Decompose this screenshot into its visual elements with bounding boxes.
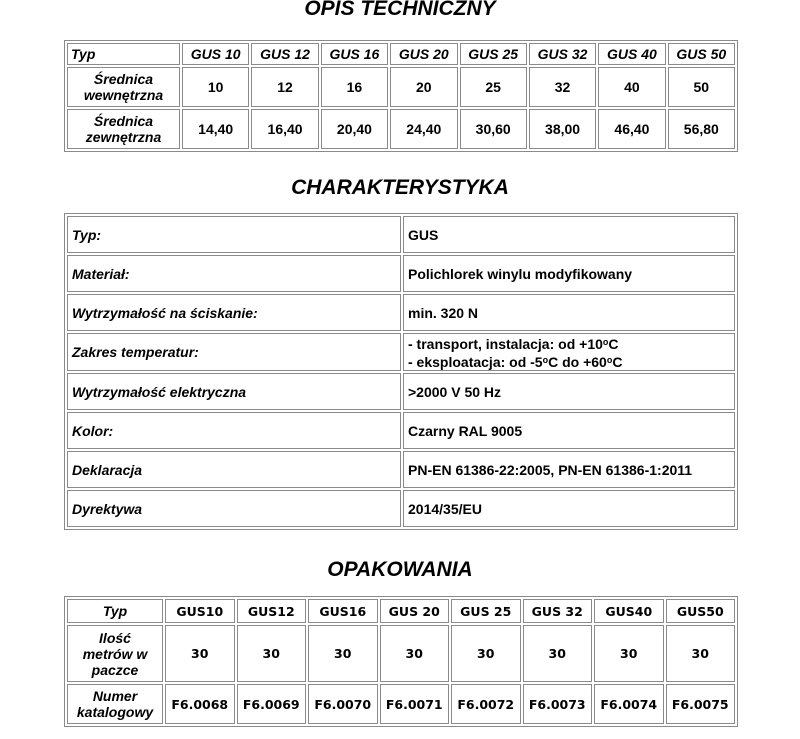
value-cell: 24,40 (390, 109, 457, 149)
value-cell: 30 (237, 625, 307, 682)
value-cell: min. 320 N (403, 294, 735, 331)
header-cell: GUS10 (165, 599, 235, 623)
value-cell: 20 (390, 67, 457, 107)
header-cell: Typ (67, 43, 180, 65)
value-cell: GUS (403, 216, 735, 253)
table-opakowania (64, 596, 738, 727)
value-cell: F6.0071 (380, 684, 450, 724)
value-cell: 30 (308, 625, 378, 682)
value-cell: F6.0074 (594, 684, 664, 724)
value-cell: 46,40 (598, 109, 665, 149)
table-charakterystyka (64, 213, 738, 530)
value-cell: F6.0070 (308, 684, 378, 724)
row-label: Średnica zewnętrzna (67, 109, 180, 149)
header-cell: GUS 10 (182, 43, 249, 65)
header-cell: GUS 25 (460, 43, 527, 65)
value-cell: 40 (598, 67, 665, 107)
table-row (67, 412, 735, 449)
table-row (67, 625, 735, 682)
value-cell: 30,60 (460, 109, 527, 149)
value-cell: F6.0075 (666, 684, 736, 724)
row-label: Numer katalogowy (67, 684, 163, 724)
value-cell-temperature: - transport, instalacja: od $+10^oC$ - eksploatacja: od -5$^o$C do $+60^oC$ (403, 333, 735, 371)
header-cell: GUS40 (594, 599, 664, 623)
value-cell: 30 (380, 625, 450, 682)
value-cell: 50 (668, 67, 735, 107)
row-label: Wytrzymałość na ściskanie: (67, 294, 401, 331)
table-row (67, 684, 735, 724)
header-cell: Typ (67, 599, 163, 623)
row-label: Typ: (67, 216, 401, 253)
value-cell: 32 (529, 67, 596, 107)
row-label: Wytrzymałość elektryczna (67, 373, 401, 410)
value-cell: 16 (321, 67, 388, 107)
header-cell: GUS 32 (529, 43, 596, 65)
header-cell: GUS16 (308, 599, 378, 623)
value-cell: F6.0072 (451, 684, 521, 724)
row-label: Zakres temperatur: (67, 333, 401, 371)
value-cell: 12 (251, 67, 318, 107)
value-cell: 25 (460, 67, 527, 107)
header-cell: GUS 50 (668, 43, 735, 65)
value-cell: 30 (451, 625, 521, 682)
value-cell: 2014/35/EU (403, 490, 735, 527)
value-cell: F6.0069 (237, 684, 307, 724)
header-cell: GUS 20 (380, 599, 450, 623)
value-cell: 30 (165, 625, 235, 682)
value-cell: 16,40 (251, 109, 318, 149)
header-cell: GUS 20 (390, 43, 457, 65)
header-cell: GUS12 (237, 599, 307, 623)
value-cell: 30 (594, 625, 664, 682)
value-cell: F6.0068 (165, 684, 235, 724)
value-cell: 30 (666, 625, 736, 682)
value-cell: 56,80 (668, 109, 735, 149)
row-label: Kolor: (67, 412, 401, 449)
table-row (67, 67, 735, 107)
value-cell: >2000 V 50 Hz (403, 373, 735, 410)
row-label: Materiał: (67, 255, 401, 292)
row-label: Średnica wewnętrzna (67, 67, 180, 107)
header-cell: GUS 32 (523, 599, 593, 623)
table-row (67, 333, 735, 371)
table-row (67, 373, 735, 410)
section-title-charakterystyka: CHARAKTERYSTYKA (291, 176, 509, 199)
table-opis-techniczny (64, 40, 738, 152)
section-title-opakowania: OPAKOWANIA (327, 558, 473, 581)
table-row (67, 294, 735, 331)
row-label: Deklaracja (67, 451, 401, 488)
row-label: Dyrektywa (67, 490, 401, 527)
value-cell: 30 (523, 625, 593, 682)
value-cell: PN-EN 61386-22:2005, PN-EN 61386-1:2011 (403, 451, 735, 488)
value-cell: 20,40 (321, 109, 388, 149)
value-cell: Czarny RAL 9005 (403, 412, 735, 449)
table-header-row (67, 599, 735, 623)
table-row (67, 109, 735, 149)
table-header-row (67, 43, 735, 65)
table-row (67, 255, 735, 292)
value-cell: F6.0073 (523, 684, 593, 724)
value-cell: Polichlorek winylu modyfikowany (403, 255, 735, 292)
header-cell: GUS50 (666, 599, 736, 623)
table-row (67, 216, 735, 253)
value-cell: 14,40 (182, 109, 249, 149)
table-row (67, 451, 735, 488)
section-title-opis: OPIS TECHNICZNY (304, 0, 496, 20)
table-row (67, 490, 735, 527)
row-label: Ilość metrów w paczce (67, 625, 163, 682)
header-cell: GUS 40 (598, 43, 665, 65)
header-cell: GUS 25 (451, 599, 521, 623)
value-cell: 38,00 (529, 109, 596, 149)
header-cell: GUS 16 (321, 43, 388, 65)
header-cell: GUS 12 (251, 43, 318, 65)
value-cell: 10 (182, 67, 249, 107)
